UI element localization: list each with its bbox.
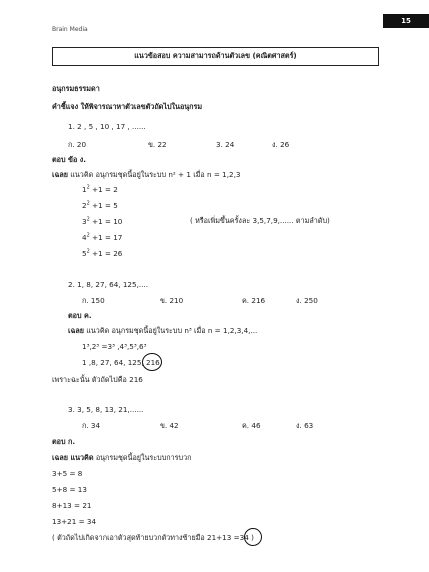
q3-solution-label: เฉลย แนวคิด (52, 453, 94, 462)
header-brand: Brain Media (52, 26, 88, 33)
q2-conclusion: เพราะฉะนั้น ตัวถัดไปคือ 216 (52, 375, 143, 384)
q3-question: 3. 3, 5, 8, 13, 21,...... (68, 405, 144, 414)
q2-choice-d: ง. 250 (296, 296, 318, 305)
q1-choice-b: ข. 22 (148, 140, 167, 149)
q1-choice-a: ก. 20 (68, 140, 87, 149)
q1-question: 1. 2 , 5 , 10 , 17 , ...... (68, 122, 146, 131)
q1-solution: แนวคิด อนุกรมชุดนี้อยู่ในระบบ n² + 1 เมื่อ n = 1,2,3 (70, 170, 241, 179)
q1-choice-d: ง. 26 (272, 140, 290, 149)
q2-answer: ตอบ ค. (68, 311, 92, 320)
q1-line: $1^2 +1 = 2$ (82, 184, 118, 194)
page-title: แนวข้อสอบ ความสามารถด้านตัวเลข (คณิตศาสตร์) (52, 47, 379, 66)
q3-line: 13+21 = 34 (52, 517, 97, 526)
q3-line: 5+8 = 13 (52, 485, 87, 494)
q2-powers: 1³,2³ =3³ ,4³,5³,6³ (82, 342, 147, 351)
q1-line: $3^2 +1 = 10$ (82, 216, 123, 226)
q2-sequence-circled: 216 (146, 358, 160, 367)
q3-choice-d: ง. 63 (296, 421, 314, 430)
q3-note-suffix: ) (248, 533, 254, 542)
q1-choice-c: 3. 24 (216, 140, 235, 149)
q1-answer: ตอบ ข้อ ง. (52, 155, 87, 164)
answer-circle-mark (244, 528, 262, 546)
q3-answer: ตอบ ก. (52, 437, 76, 446)
q3-line: 3+5 = 8 (52, 469, 83, 478)
q1-line: $4^2 +1 = 17$ (82, 232, 123, 242)
answer-circle-mark (142, 353, 162, 371)
q3-solution: อนุกรมชุดนี้อยู่ในระบบการบวก (95, 453, 192, 462)
q2-choice-b: ข. 210 (160, 296, 184, 305)
q1-note: ( หรือเพิ่มขึ้นครั้งละ 3,5,7,9,...... ตามลำดับ) (190, 216, 330, 225)
page-number-badge: 15 (383, 14, 429, 28)
q2-solution-label: เฉลย (68, 326, 84, 335)
q1-line: $5^2 +1 = 26$ (82, 248, 123, 258)
q2-choice-a: ก. 150 (82, 296, 105, 305)
q3-note-prefix: ( ตัวถัดไปเกิดจากเอาตัวสุดท้ายบวกตัวทางซ้ายมือ 21+13 = (52, 533, 240, 542)
q1-line: $2^2 +1 = 5$ (82, 200, 118, 210)
q3-choice-b: ข. 42 (160, 421, 179, 430)
q3-note (52, 534, 254, 541)
q1-solution-label: เฉลย (52, 170, 68, 179)
q3-choice-a: ก. 34 (82, 421, 101, 430)
q2-question: 2. 1, 8, 27, 64, 125,.... (68, 280, 148, 289)
section-title: อนุกรมธรรมดา (52, 84, 100, 93)
q3-note-circled: 34 (239, 533, 249, 542)
q2-choice-c: ค. 216 (242, 296, 266, 305)
q3-choice-c: ค. 46 (242, 421, 261, 430)
q2-solution: แนวคิด อนุกรมชุดนี้อยู่ในระบบ n³ เมื่อ n = 1,2,3,4,... (86, 326, 258, 335)
instruction: คำชี้แจง ให้พิจารณาหาตัวเลขตัวถัดไปในอนุกรม (52, 102, 203, 111)
q3-line: 8+13 = 21 (52, 501, 92, 510)
q2-sequence-prefix: 1 ,8, 27, 64, 125, (82, 358, 147, 367)
